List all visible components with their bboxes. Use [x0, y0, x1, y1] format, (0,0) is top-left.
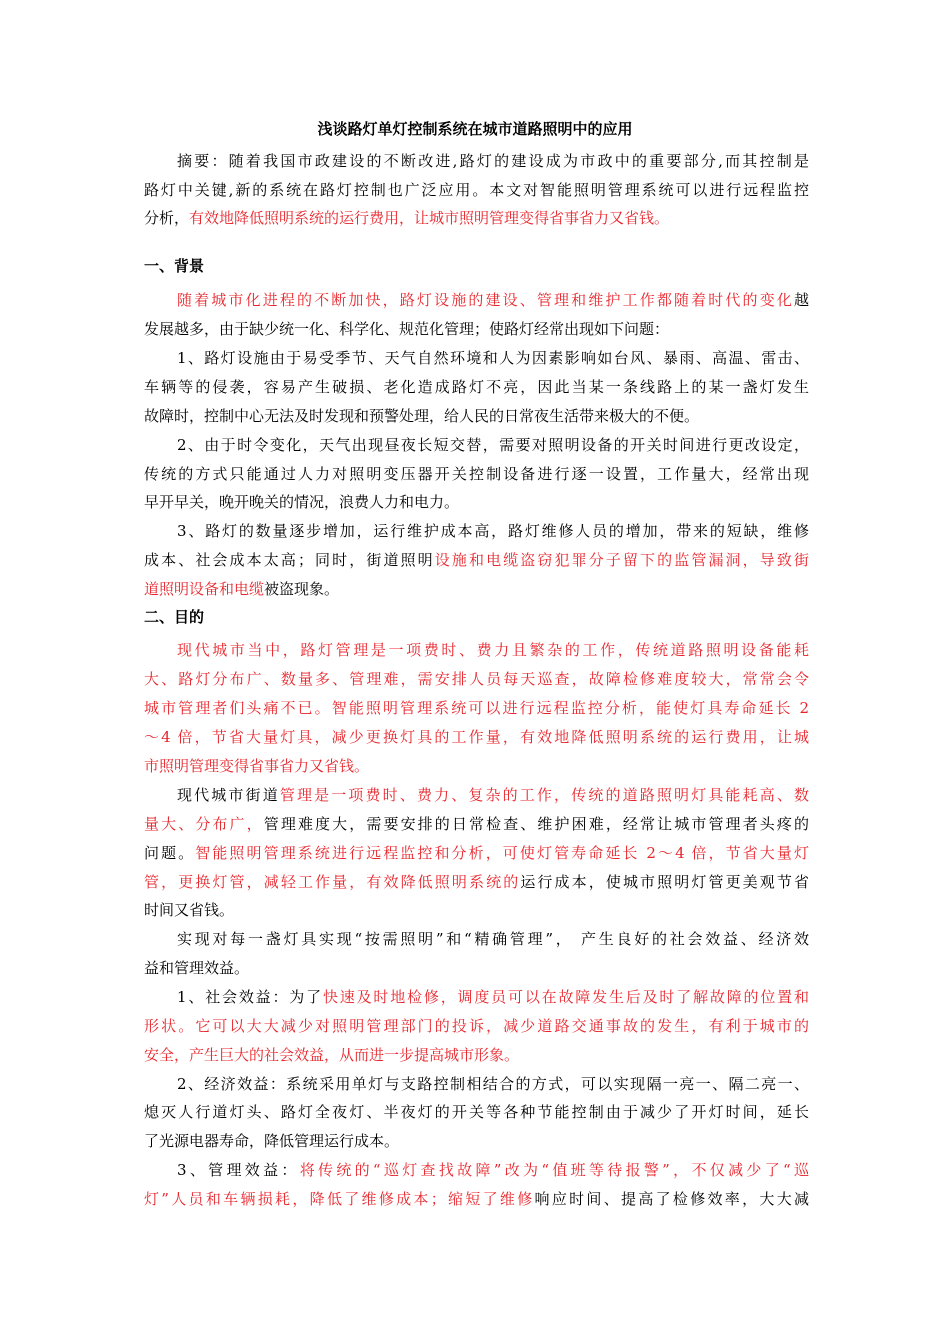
paragraph-line: 市照明管理变得省事省力又省钱。: [144, 757, 370, 775]
body-text: 问题。: [144, 844, 196, 862]
paragraph-line: 故障时，控制中心无法及时发现和预警处理，给人民的日常夜生活带来极大的不便。: [144, 407, 700, 425]
paragraph-line: [144, 843, 809, 863]
paragraph-line: 了光源电器寿命，降低管理运行成本。: [144, 1132, 400, 1150]
paragraph-line: 实现对每一盏灯具实现“按需照明”和“精确管理”， 产生良好的社会效益、经济效: [177, 930, 809, 948]
paragraph-line: 早开早关，晚开晚关的情况，浪费人力和电力。: [144, 493, 460, 511]
body-text: 响应时间、提高了检修效率，大大减: [534, 1190, 809, 1208]
paragraph-line: 形状。它可以大大减少对照明管理部门的投诉，减少道路交通事故的发生，有利于城市的: [144, 1017, 809, 1035]
abstract-text: 分析，: [144, 209, 190, 227]
paragraph-line: 时间又省钱。: [144, 901, 235, 919]
highlighted-text: 随着城市化进程的不断加快，路灯设施的建设、管理和维护工作都随着时代的变化: [177, 291, 794, 309]
highlighted-text: 有效地降低照明系统的运行费用，让城市照明管理变得省事省力又省钱。: [189, 209, 670, 227]
section-heading-purpose: 二、目的: [144, 608, 205, 626]
highlighted-text: 道照明设备和电缆: [144, 580, 265, 598]
paragraph-line: 益和管理效益。: [144, 959, 250, 977]
paragraph-line: 大、路灯分布广、数量多、管理难，需安排人员每天巡查，故障检修难度较大，常常会令: [144, 670, 809, 688]
paragraph-line: 安全，产生巨大的社会效益，从而进一步提高城市形象。: [144, 1046, 520, 1064]
document-title: 浅谈路灯单灯控制系统在城市道路照明中的应用: [317, 120, 633, 138]
body-text: 3、管理效益：: [177, 1161, 300, 1179]
paragraph-line: 城市管理者们头痛不已。智能照明管理系统可以进行远程监控分析，能使灯具寿命延长 2: [144, 699, 809, 717]
highlighted-text: 管，更换灯管，减轻工作量，有效降低照明系统的: [144, 873, 521, 891]
paragraph-line: [144, 1189, 809, 1209]
body-text: 管理难度大，需要安排的日常检查、维护困难，经常让城市管理者头疼的: [263, 815, 809, 833]
body-text: 成本、社会成本太高；同时，街道照明: [144, 551, 435, 569]
paragraph-line: ～4 倍，节省大量灯具，减少更换灯具的工作量，有效地降低照明系统的运行费用，让城: [144, 728, 809, 746]
paragraph-line: [177, 785, 809, 805]
highlighted-text: 快速及时地检修，调度员可以在故障发生后及时了解故障的位置和: [322, 988, 809, 1006]
paragraph-line: 熄灭人行道灯头、路灯全夜灯、半夜灯的开关等各种节能控制由于减少了开灯时间，延长: [144, 1103, 809, 1121]
body-text: 运行成本，使城市照明灯管更美观节省: [520, 873, 809, 891]
paragraph-line: 3、路灯的数量逐步增加，运行维护成本高，路灯维修人员的增加，带来的短缺，维修: [177, 522, 809, 540]
highlighted-text: 将传统的“巡灯查找故障”改为“值班等待报警”，不仅减少了“巡: [299, 1161, 809, 1179]
paragraph-line: [144, 814, 809, 834]
body-text: 1、社会效益：为了: [177, 988, 323, 1006]
paragraph-line: 2、经济效益：系统采用单灯与支路控制相结合的方式，可以实现隔一亮一、隔二亮一、: [177, 1075, 809, 1093]
paragraph-line: [177, 987, 809, 1007]
section-heading-background: 一、背景: [144, 257, 205, 275]
abstract-line-2: 路灯中关键,新的系统在路灯控制也广泛应用。本文对智能照明管理系统可以进行远程监控: [144, 181, 809, 199]
paragraph-line: [177, 290, 809, 310]
abstract-line-1: 摘要：随着我国市政建设的不断改进,路灯的建设成为市政中的重要部分,而其控制是: [177, 152, 809, 170]
paragraph-line: 2、由于时令变化，天气出现昼夜长短交替，需要对照明设备的开关时间进行更改设定，: [177, 436, 809, 454]
paragraph-line: [144, 550, 809, 570]
highlighted-text: 智能照明管理系统进行远程监控和分析，可使灯管寿命延长 2～4 倍，节省大量灯: [195, 844, 809, 862]
paragraph-line: 发展越多，由于缺少统一化、科学化、规范化管理；使路灯经常出现如下问题：: [144, 320, 670, 338]
paragraph-line: 现代城市当中，路灯管理是一项费时、费力且繁杂的工作，传统道路照明设备能耗: [177, 641, 809, 659]
body-text: 被盗现象。: [264, 580, 340, 598]
paragraph-line: 1、路灯设施由于易受季节、天气自然环境和人为因素影响如台风、暴雨、高温、雷击、: [177, 349, 809, 367]
highlighted-text: 量大、分布广，: [144, 815, 264, 833]
abstract-line-3: [144, 208, 809, 228]
highlighted-text: 管理是一项费时、费力、复杂的工作，传统的道路照明灯具能耗高、数: [279, 786, 809, 804]
paragraph-line: [177, 1160, 809, 1180]
paragraph-line: [144, 579, 809, 599]
paragraph-line: 车辆等的侵袭，容易产生破损、老化造成路灯不亮，因此当某一条线路上的某一盏灯发生: [144, 378, 809, 396]
body-text: 现代城市街道: [177, 786, 280, 804]
highlighted-text: 设施和电缆盗窃犯罪分子留下的监管漏洞，导致街: [434, 551, 809, 569]
paragraph-line: [144, 872, 809, 892]
paragraph-line: 传统的方式只能通过人力对照明变压器开关控制设备进行逐一设置，工作量大，经常出现: [144, 465, 809, 483]
body-text: 越: [793, 291, 809, 309]
highlighted-text: 灯”人员和车辆损耗，降低了维修成本；缩短了维修: [144, 1190, 535, 1208]
